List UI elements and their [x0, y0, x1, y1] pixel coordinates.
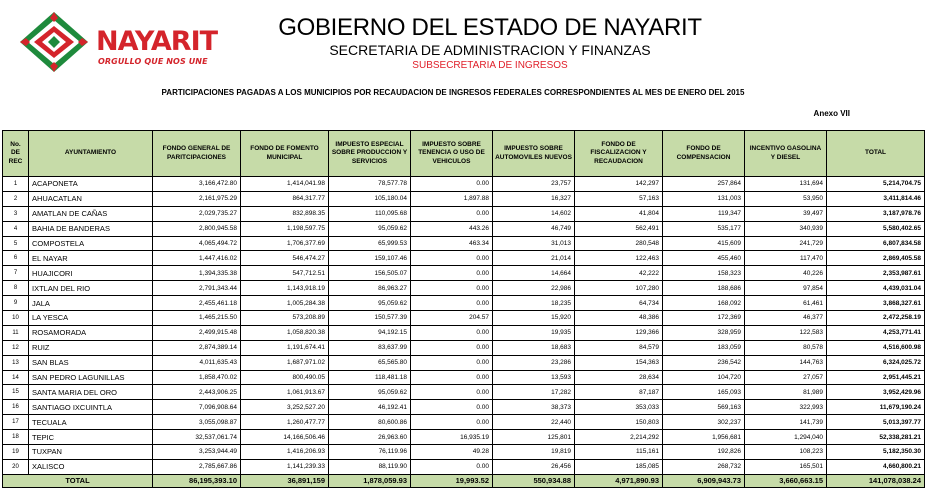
- cell-ffr: 48,386: [575, 311, 663, 326]
- row-number: 13: [3, 355, 29, 370]
- cell-isan: 17,282: [493, 385, 575, 400]
- table-row: [3, 415, 925, 430]
- cell-total: 5,013,397.77: [827, 415, 925, 430]
- cell-ffr: 562,491: [575, 221, 663, 236]
- row-number: 8: [3, 281, 29, 296]
- cell-ieps: 95,059.62: [329, 296, 411, 311]
- cell-igd: 131,694: [745, 177, 827, 192]
- cell-ffm: 546,474.27: [241, 251, 329, 266]
- cell-ffr: 185,085: [575, 459, 663, 474]
- cell-isan: 23,757: [493, 177, 575, 192]
- cell-total: 2,472,258.19: [827, 311, 925, 326]
- cell-fc: 188,686: [663, 281, 745, 296]
- cell-fgp: 2,785,667.86: [153, 459, 241, 474]
- cell-total: 2,353,987.61: [827, 266, 925, 281]
- cell-igd: 165,501: [745, 459, 827, 474]
- col-header-igd: INCENTIVO GASOLINA Y DIESEL: [745, 131, 827, 177]
- cell-igd: 81,989: [745, 385, 827, 400]
- cell-fc: 302,237: [663, 415, 745, 430]
- cell-isan: 19,935: [493, 325, 575, 340]
- cell-total: 3,187,978.76: [827, 206, 925, 221]
- cell-ffm: 1,416,206.93: [241, 445, 329, 460]
- cell-ffr: 87,187: [575, 385, 663, 400]
- total-ffm: 36,891,159: [241, 474, 329, 487]
- cell-total: 52,338,281.21: [827, 430, 925, 445]
- cell-fgp: 2,161,975.29: [153, 191, 241, 206]
- cell-tenencia: 0.00: [411, 400, 493, 415]
- cell-total: 3,411,814.46: [827, 191, 925, 206]
- cell-tenencia: 0.00: [411, 415, 493, 430]
- municipio-name: COMPOSTELA: [29, 236, 153, 251]
- cell-ieps: 65,565.80: [329, 355, 411, 370]
- cell-ffr: 42,222: [575, 266, 663, 281]
- cell-ffm: 1,058,820.38: [241, 325, 329, 340]
- cell-ffm: 573,208.89: [241, 311, 329, 326]
- municipio-name: SANTA MARIA DEL ORO: [29, 385, 153, 400]
- row-number: 9: [3, 296, 29, 311]
- row-number: 6: [3, 251, 29, 266]
- cell-isan: 22,986: [493, 281, 575, 296]
- total-fgp: 86,195,393.10: [153, 474, 241, 487]
- row-number: 7: [3, 266, 29, 281]
- cell-fc: 158,323: [663, 266, 745, 281]
- cell-isan: 13,593: [493, 370, 575, 385]
- row-number: 1: [3, 177, 29, 192]
- totals-row: [3, 474, 925, 487]
- cell-tenencia: 204.57: [411, 311, 493, 326]
- municipio-name: TUXPAN: [29, 445, 153, 460]
- col-header-no-line1: No.: [10, 141, 21, 149]
- cell-isan: 19,819: [493, 445, 575, 460]
- cell-ffr: 280,548: [575, 236, 663, 251]
- table-row: [3, 266, 925, 281]
- table-row: [3, 311, 925, 326]
- secretaria-heading: SECRETARIA DE ADMINISTRACION Y FINANZAS: [329, 42, 651, 58]
- cell-fgp: 4,011,635.43: [153, 355, 241, 370]
- cell-total: 5,580,402.65: [827, 221, 925, 236]
- cell-ffr: 107,280: [575, 281, 663, 296]
- municipio-name: IXTLAN DEL RIO: [29, 281, 153, 296]
- municipio-name: SANTIAGO IXCUINTLA: [29, 400, 153, 415]
- cell-ffm: 832,898.35: [241, 206, 329, 221]
- municipio-name: RUIZ: [29, 340, 153, 355]
- cell-ffr: 2,214,292: [575, 430, 663, 445]
- col-header-fc: FONDO DE COMPENSACION: [663, 131, 745, 177]
- cell-fgp: 1,447,416.02: [153, 251, 241, 266]
- cell-ffm: 1,061,913.67: [241, 385, 329, 400]
- cell-tenencia: 443.26: [411, 221, 493, 236]
- nayarit-logo: [18, 6, 228, 80]
- cell-tenencia: 0.00: [411, 355, 493, 370]
- cell-tenencia: 16,935.19: [411, 430, 493, 445]
- cell-total: 4,439,031.04: [827, 281, 925, 296]
- row-number: 18: [3, 430, 29, 445]
- cell-fgp: 3,166,472.80: [153, 177, 241, 192]
- municipio-name: TECUALA: [29, 415, 153, 430]
- cell-ieps: 88,119.90: [329, 459, 411, 474]
- cell-fgp: 3,055,098.87: [153, 415, 241, 430]
- cell-total: 2,869,405.58: [827, 251, 925, 266]
- row-number: 11: [3, 325, 29, 340]
- cell-ffm: 1,198,597.75: [241, 221, 329, 236]
- cell-igd: 80,578: [745, 340, 827, 355]
- cell-fc: 119,347: [663, 206, 745, 221]
- table-row: [3, 385, 925, 400]
- cell-fc: 268,732: [663, 459, 745, 474]
- cell-ieps: 159,107.46: [329, 251, 411, 266]
- cell-igd: 322,993: [745, 400, 827, 415]
- cell-isan: 23,286: [493, 355, 575, 370]
- cell-isan: 14,664: [493, 266, 575, 281]
- cell-fc: 1,956,681: [663, 430, 745, 445]
- table-row: [3, 340, 925, 355]
- nayarit-emblem-icon: [18, 10, 90, 74]
- col-header-tenencia: IMPUESTO SOBRE TENENCIA O USO DE VEHICULOS: [411, 131, 493, 177]
- cell-igd: 39,497: [745, 206, 827, 221]
- table-row: [3, 370, 925, 385]
- cell-total: 3,952,429.96: [827, 385, 925, 400]
- cell-igd: 97,854: [745, 281, 827, 296]
- cell-tenencia: 0.00: [411, 370, 493, 385]
- cell-ffm: 14,166,506.46: [241, 430, 329, 445]
- cell-fgp: 2,800,945.58: [153, 221, 241, 236]
- annex-label: Anexo VII: [813, 109, 850, 118]
- cell-igd: 241,729: [745, 236, 827, 251]
- cell-fc: 183,059: [663, 340, 745, 355]
- row-number: 10: [3, 311, 29, 326]
- cell-isan: 16,327: [493, 191, 575, 206]
- total-ffr: 4,971,890.93: [575, 474, 663, 487]
- table-row: [3, 296, 925, 311]
- row-number: 20: [3, 459, 29, 474]
- cell-ieps: 46,192.41: [329, 400, 411, 415]
- cell-fc: 168,092: [663, 296, 745, 311]
- cell-fc: 165,093: [663, 385, 745, 400]
- cell-ffr: 57,163: [575, 191, 663, 206]
- cell-ffr: 129,366: [575, 325, 663, 340]
- report-title: PARTICIPACIONES PAGADAS A LOS MUNICIPIOS POR RECAUDACION DE INGRESOS FEDERALES CORRESPONDIENTES AL MES DE ENERO DEL 2015: [161, 88, 745, 97]
- row-number: 19: [3, 445, 29, 460]
- municipio-name: XALISCO: [29, 459, 153, 474]
- col-header-no: [3, 131, 29, 177]
- cell-isan: 46,749: [493, 221, 575, 236]
- cell-fc: 104,720: [663, 370, 745, 385]
- col-header-total: TOTAL: [827, 131, 925, 177]
- cell-fgp: 2,874,389.14: [153, 340, 241, 355]
- col-header-isan: IMPUESTO SOBRE AUTOMOVILES NUEVOS: [493, 131, 575, 177]
- cell-fc: 192,826: [663, 445, 745, 460]
- cell-ieps: 86,963.27: [329, 281, 411, 296]
- cell-tenencia: 0.00: [411, 296, 493, 311]
- cell-ffr: 41,804: [575, 206, 663, 221]
- cell-total: 4,516,600.98: [827, 340, 925, 355]
- cell-isan: 15,920: [493, 311, 575, 326]
- cell-total: 5,182,350.30: [827, 445, 925, 460]
- municipio-name: LA YESCA: [29, 311, 153, 326]
- cell-ffm: 1,414,041.98: [241, 177, 329, 192]
- municipio-name: ROSAMORADA: [29, 325, 153, 340]
- cell-igd: 117,470: [745, 251, 827, 266]
- cell-tenencia: 0.00: [411, 340, 493, 355]
- row-number: 4: [3, 221, 29, 236]
- cell-igd: 1,294,040: [745, 430, 827, 445]
- col-header-ffr: FONDO DE FISCALIZACION Y RECAUDACION: [575, 131, 663, 177]
- cell-igd: 40,226: [745, 266, 827, 281]
- table-row: [3, 191, 925, 206]
- cell-tenencia: 0.00: [411, 177, 493, 192]
- cell-ieps: 95,059.62: [329, 385, 411, 400]
- row-number: 17: [3, 415, 29, 430]
- cell-igd: 27,057: [745, 370, 827, 385]
- table-header-row: [3, 131, 925, 177]
- col-header-ayuntamiento: AYUNTAMIENTO: [29, 131, 153, 177]
- table-row: [3, 430, 925, 445]
- cell-fgp: 4,065,494.72: [153, 236, 241, 251]
- subsecretaria-heading: SUBSECRETARIA DE INGRESOS: [412, 60, 568, 71]
- cell-total: 5,214,704.75: [827, 177, 925, 192]
- cell-ffm: 1,005,284.38: [241, 296, 329, 311]
- cell-ffr: 64,734: [575, 296, 663, 311]
- logo-name: NAYARIT: [96, 26, 218, 57]
- row-number: 15: [3, 385, 29, 400]
- cell-ffm: 1,706,377.69: [241, 236, 329, 251]
- cell-fgp: 2,791,343.44: [153, 281, 241, 296]
- municipio-name: AMATLAN DE CAÑAS: [29, 206, 153, 221]
- cell-ieps: 110,095.68: [329, 206, 411, 221]
- grand-total: 141,078,038.24: [827, 474, 925, 487]
- table-body: [3, 177, 925, 475]
- cell-isan: 14,602: [493, 206, 575, 221]
- cell-ffr: 142,297: [575, 177, 663, 192]
- cell-ieps: 150,577.39: [329, 311, 411, 326]
- logo-slogan: ORGULLO QUE NOS UNE: [98, 57, 208, 66]
- total-tenencia: 19,993.52: [411, 474, 493, 487]
- col-header-ffm: FONDO DE FOMENTO MUNICIPAL: [241, 131, 329, 177]
- participaciones-table: [2, 130, 925, 488]
- cell-ffm: 1,141,239.33: [241, 459, 329, 474]
- cell-ffm: 547,712.51: [241, 266, 329, 281]
- cell-igd: 122,583: [745, 325, 827, 340]
- row-number: 2: [3, 191, 29, 206]
- cell-ieps: 26,963.60: [329, 430, 411, 445]
- cell-fc: 569,163: [663, 400, 745, 415]
- table-row: [3, 206, 925, 221]
- cell-ffr: 115,161: [575, 445, 663, 460]
- cell-tenencia: 1,897.88: [411, 191, 493, 206]
- col-header-fgp: FONDO GENERAL DE PARITCIPACIONES: [153, 131, 241, 177]
- cell-total: 6,807,834.58: [827, 236, 925, 251]
- cell-tenencia: 0.00: [411, 385, 493, 400]
- cell-ffm: 3,252,527.20: [241, 400, 329, 415]
- cell-isan: 31,013: [493, 236, 575, 251]
- cell-ieps: 95,059.62: [329, 221, 411, 236]
- cell-ieps: 118,481.18: [329, 370, 411, 385]
- cell-ffm: 1,143,918.19: [241, 281, 329, 296]
- municipio-name: BAHIA DE BANDERAS: [29, 221, 153, 236]
- cell-ffr: 150,803: [575, 415, 663, 430]
- cell-ieps: 94,192.15: [329, 325, 411, 340]
- cell-isan: 26,456: [493, 459, 575, 474]
- cell-ieps: 80,600.86: [329, 415, 411, 430]
- cell-igd: 61,461: [745, 296, 827, 311]
- cell-ieps: 78,577.78: [329, 177, 411, 192]
- municipio-name: AHUACATLAN: [29, 191, 153, 206]
- page-title: GOBIERNO DEL ESTADO DE NAYARIT: [278, 14, 702, 41]
- row-number: 14: [3, 370, 29, 385]
- total-ieps: 1,878,059.93: [329, 474, 411, 487]
- cell-ieps: 65,999.53: [329, 236, 411, 251]
- totals-label: TOTAL: [3, 474, 153, 487]
- col-header-no-line3: REC: [8, 157, 23, 165]
- cell-tenencia: 49.28: [411, 445, 493, 460]
- cell-ffr: 28,634: [575, 370, 663, 385]
- table-row: [3, 221, 925, 236]
- cell-fgp: 2,443,906.25: [153, 385, 241, 400]
- row-number: 12: [3, 340, 29, 355]
- cell-fc: 535,177: [663, 221, 745, 236]
- cell-tenencia: 0.00: [411, 281, 493, 296]
- cell-fgp: 2,455,461.18: [153, 296, 241, 311]
- col-header-no-line2: DE: [10, 149, 21, 157]
- municipio-name: SAN PEDRO LAGUNILLAS: [29, 370, 153, 385]
- cell-fc: 236,542: [663, 355, 745, 370]
- cell-ffr: 84,579: [575, 340, 663, 355]
- cell-ieps: 156,505.07: [329, 266, 411, 281]
- cell-ffm: 864,317.77: [241, 191, 329, 206]
- cell-ffm: 800,490.05: [241, 370, 329, 385]
- total-igd: 3,660,663.15: [745, 474, 827, 487]
- cell-fc: 131,003: [663, 191, 745, 206]
- cell-igd: 53,950: [745, 191, 827, 206]
- table-row: [3, 325, 925, 340]
- cell-isan: 38,373: [493, 400, 575, 415]
- cell-fgp: 2,499,915.48: [153, 325, 241, 340]
- cell-tenencia: 0.00: [411, 266, 493, 281]
- table-row: [3, 236, 925, 251]
- cell-fc: 415,609: [663, 236, 745, 251]
- municipio-name: EL NAYAR: [29, 251, 153, 266]
- cell-tenencia: 0.00: [411, 325, 493, 340]
- cell-isan: 22,440: [493, 415, 575, 430]
- cell-ffr: 353,033: [575, 400, 663, 415]
- cell-igd: 340,939: [745, 221, 827, 236]
- cell-isan: 21,014: [493, 251, 575, 266]
- table-row: [3, 400, 925, 415]
- table-row: [3, 459, 925, 474]
- cell-isan: 125,801: [493, 430, 575, 445]
- table-row: [3, 251, 925, 266]
- cell-total: 11,679,190.24: [827, 400, 925, 415]
- cell-ieps: 76,119.96: [329, 445, 411, 460]
- cell-fgp: 32,537,061.74: [153, 430, 241, 445]
- cell-ffm: 1,191,674.41: [241, 340, 329, 355]
- total-fc: 6,909,943.73: [663, 474, 745, 487]
- cell-fgp: 1,858,470.02: [153, 370, 241, 385]
- cell-fc: 172,369: [663, 311, 745, 326]
- cell-fc: 328,959: [663, 325, 745, 340]
- cell-tenencia: 0.00: [411, 206, 493, 221]
- municipio-name: JALA: [29, 296, 153, 311]
- cell-ffm: 1,260,477.77: [241, 415, 329, 430]
- cell-fgp: 3,253,944.49: [153, 445, 241, 460]
- cell-fgp: 1,465,215.50: [153, 311, 241, 326]
- cell-fgp: 7,096,908.64: [153, 400, 241, 415]
- cell-isan: 18,235: [493, 296, 575, 311]
- total-isan: 550,934.88: [493, 474, 575, 487]
- cell-tenencia: 0.00: [411, 251, 493, 266]
- table-row: [3, 445, 925, 460]
- cell-tenencia: 463.34: [411, 236, 493, 251]
- cell-total: 2,951,445.21: [827, 370, 925, 385]
- cell-total: 4,253,771.41: [827, 325, 925, 340]
- cell-igd: 108,223: [745, 445, 827, 460]
- cell-ieps: 83,637.99: [329, 340, 411, 355]
- table-row: [3, 281, 925, 296]
- col-header-ieps: IMPUESTO ESPECIAL SOBRE PRODUCCION Y SERVICIOS: [329, 131, 411, 177]
- cell-fc: 257,864: [663, 177, 745, 192]
- cell-ffr: 154,363: [575, 355, 663, 370]
- row-number: 16: [3, 400, 29, 415]
- cell-fc: 455,460: [663, 251, 745, 266]
- cell-total: 4,660,800.21: [827, 459, 925, 474]
- row-number: 5: [3, 236, 29, 251]
- cell-total: 6,324,025.72: [827, 355, 925, 370]
- cell-ffm: 1,687,971.02: [241, 355, 329, 370]
- municipio-name: SAN BLAS: [29, 355, 153, 370]
- municipio-name: ACAPONETA: [29, 177, 153, 192]
- cell-tenencia: 0.00: [411, 459, 493, 474]
- cell-fgp: 1,394,335.38: [153, 266, 241, 281]
- table-row: [3, 177, 925, 192]
- cell-ieps: 105,180.04: [329, 191, 411, 206]
- table-row: [3, 355, 925, 370]
- cell-igd: 144,763: [745, 355, 827, 370]
- cell-isan: 18,683: [493, 340, 575, 355]
- cell-ffr: 122,463: [575, 251, 663, 266]
- row-number: 3: [3, 206, 29, 221]
- municipio-name: TEPIC: [29, 430, 153, 445]
- municipio-name: HUAJICORI: [29, 266, 153, 281]
- cell-igd: 46,377: [745, 311, 827, 326]
- cell-fgp: 2,029,735.27: [153, 206, 241, 221]
- cell-igd: 141,739: [745, 415, 827, 430]
- cell-total: 3,868,327.61: [827, 296, 925, 311]
